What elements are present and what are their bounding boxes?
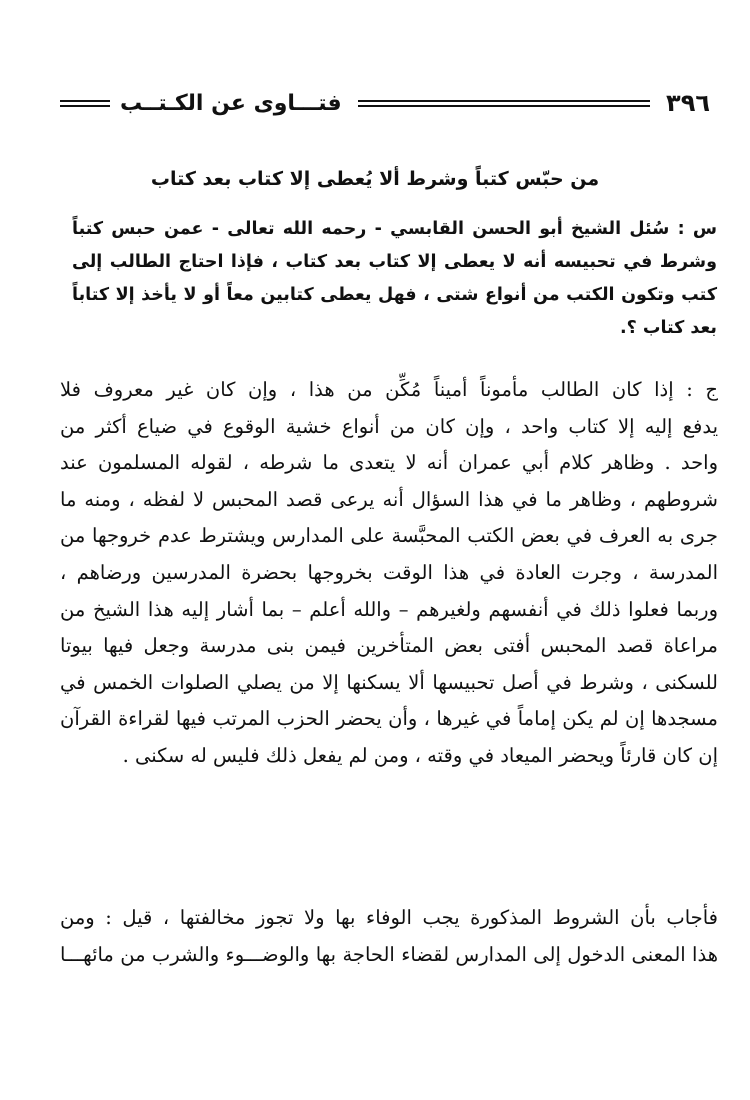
running-header (60, 88, 710, 118)
answer-line: مراعاة قصد المحبس أفتى بعض المتأخرين فيمن بنى مدرسة وجعل فيها بيوتا (60, 634, 718, 658)
header-rule-long (358, 100, 650, 107)
question-line: بعد كتاب ؟. (619, 318, 717, 338)
book-title: فتـــاوى عن الكـتــب (120, 90, 342, 116)
answer-line: مسجدها إن لم يكن إماماً في غيرها ، وأن يحضر الحزب المرتب فيها لقراءة القرآن (60, 707, 718, 731)
reply-paragraph (60, 900, 718, 973)
answer-line: للسكنى ، وشرط في أصل تحبيسها ألا يسكنها إلا من يصلي الصلوات الخمس في (60, 670, 718, 694)
answer-line: يدفع إليه إلا كتاب واحد ، وإن كان من أنواع خشية الوقوع في ضياع أكثر من (60, 414, 718, 438)
answer-line: إن كان قارئاً ويحضر الميعاد في وقته ، ومن لم يفعل ذلك فليس له سكنى . (122, 743, 718, 767)
answer-line: واحد . وظاهر كلام أبي عمران أنه لا يتعدى ما شرطه ، لقوله المسلمون عند (60, 451, 718, 475)
question-line: س : سُئل الشيخ أبو الحسن القابسي - رحمه الله تعالى - عمن حبس كتباً (72, 219, 717, 239)
answer-line: المدرسة ، وجرت العادة في هذا الوقت بخروجها بحضرة المدرسين ورضاهم ، (60, 560, 718, 584)
answer-line: ج : إذا كان الطالب مأموناً أميناً مُكِّن من هذا ، وإن كان غير معروف فلا (60, 378, 718, 401)
reply-line: هذا المعنى الدخول إلى المدارس لقضاء الحاجة بها والوضـــوء والشرب من مائهـــا (60, 942, 718, 966)
answer-line: شروطهم ، وظاهر ما في هذا السؤال أنه يرعى قصد المحبس لا لفظه ، ومنه ما (60, 487, 718, 511)
answer-line: وربما فعلوا ذلك في أنفسهم ولغيرهم – والله أعلم – بما أشار إليه هذا الشيخ من (60, 597, 718, 621)
answer-line: جرى به العرف في بعض الكتب المحبَّسة على المدارس ويشترط عدم خروجها من (60, 524, 718, 548)
page-number: ٣٩٦ (666, 89, 710, 117)
section-heading: من حبّس كتباً وشرط ألا يُعطى إلا كتاب بعد كتاب (150, 168, 600, 190)
reply-line: فأجاب بأن الشروط المذكورة يجب الوفاء بها ولا تجوز مخالفتها ، قيل : ومن (60, 906, 718, 929)
question-line: كتب وتكون الكتب من أنواع شتى ، فهل يعطى كتابين معاً أو لا يأخذ إلا كتاباً (72, 285, 717, 305)
question-line: وشرط في تحبيسه أنه لا يعطى إلا كتاب بعد كتاب ، فإذا احتاج الطالب إلى (72, 252, 717, 272)
answer-paragraph (60, 372, 718, 775)
header-rule-short (60, 100, 110, 107)
question-paragraph (72, 213, 717, 345)
